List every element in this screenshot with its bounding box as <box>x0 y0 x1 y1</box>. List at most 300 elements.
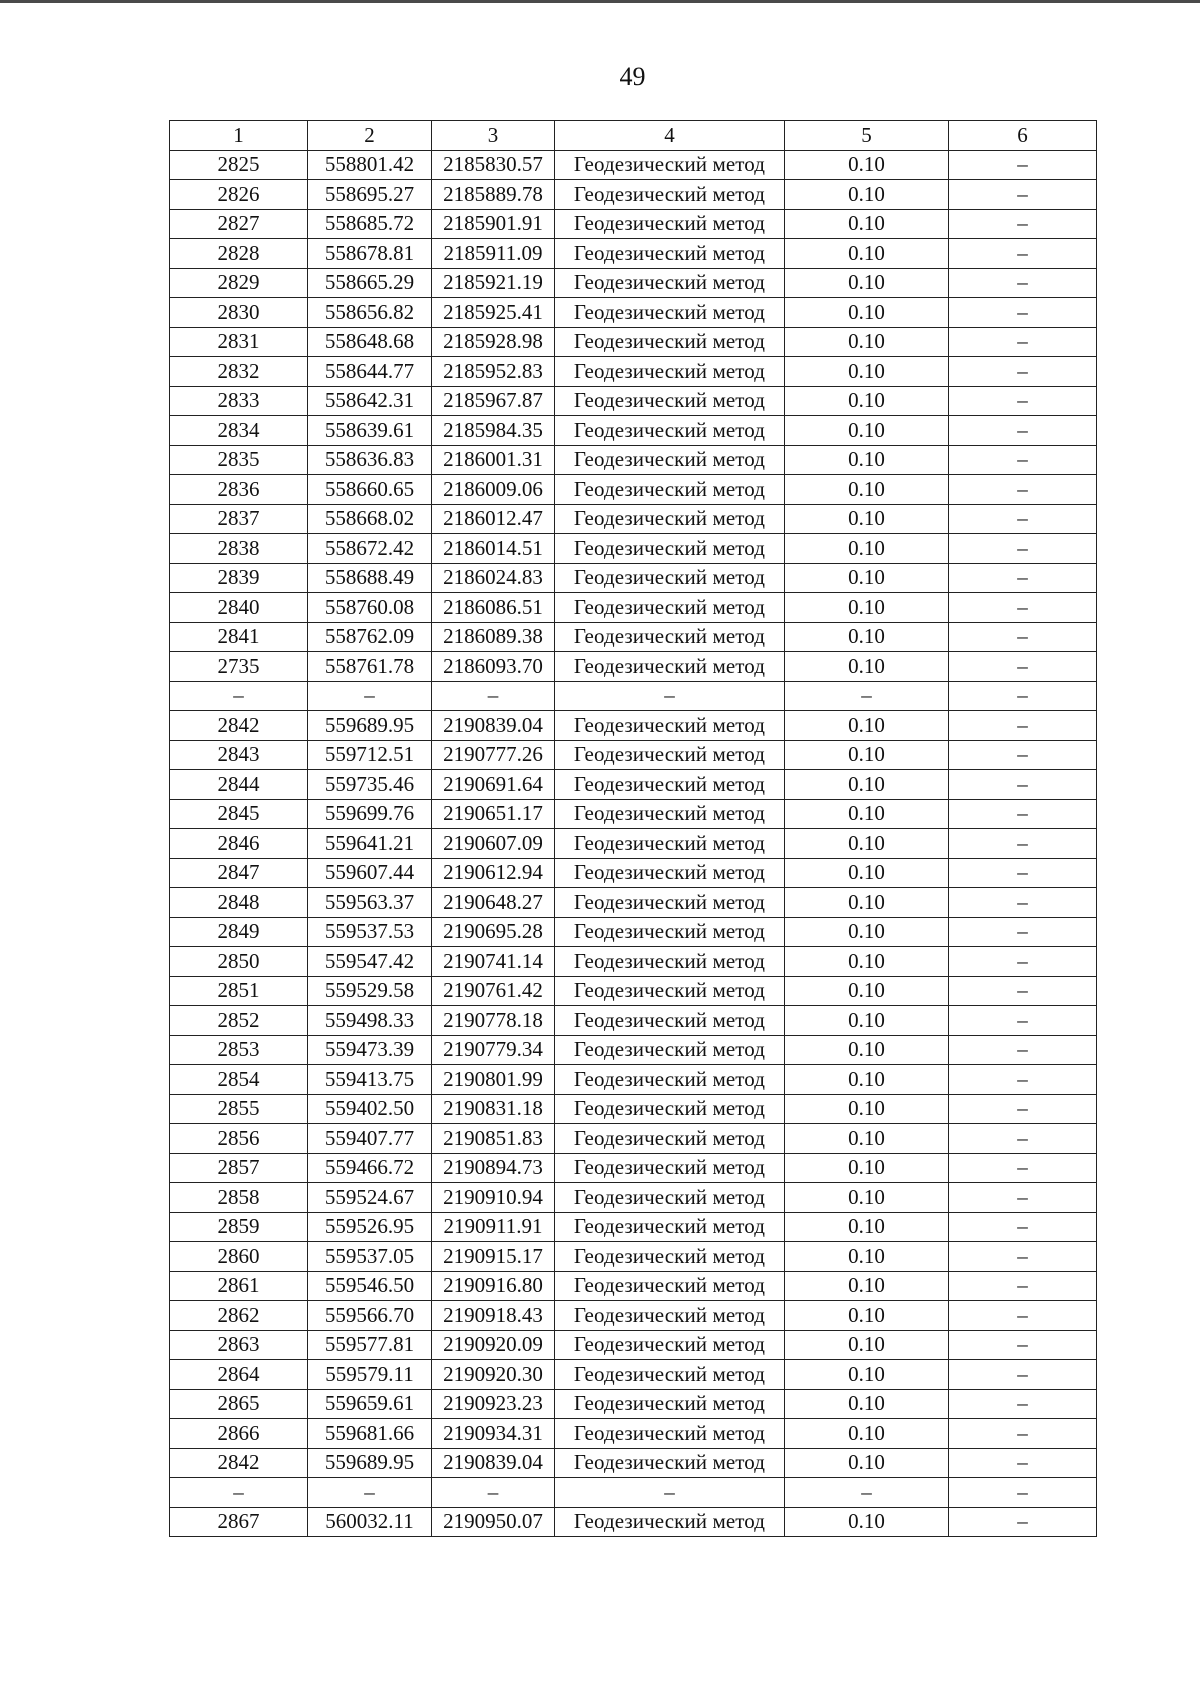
point-number-cell: 2857 <box>170 1153 308 1183</box>
x-coordinate-cell: – <box>308 681 432 711</box>
description-cell: – <box>949 1360 1097 1390</box>
x-coordinate-cell: 558762.09 <box>308 622 432 652</box>
point-number-cell: 2825 <box>170 150 308 180</box>
x-coordinate-cell: 558642.31 <box>308 386 432 416</box>
method-cell: Геодезический метод <box>555 445 785 475</box>
method-cell: Геодезический метод <box>555 416 785 446</box>
column-header: 6 <box>949 121 1097 151</box>
accuracy-cell: 0.10 <box>785 1389 949 1419</box>
point-number-cell: 2826 <box>170 180 308 210</box>
accuracy-cell: 0.10 <box>785 504 949 534</box>
x-coordinate-cell: 559537.53 <box>308 917 432 947</box>
y-coordinate-cell: 2186014.51 <box>432 534 555 564</box>
y-coordinate-cell: 2185921.19 <box>432 268 555 298</box>
accuracy-cell: 0.10 <box>785 1507 949 1537</box>
table-row <box>170 445 1097 475</box>
method-cell: Геодезический метод <box>555 947 785 977</box>
x-coordinate-cell: 559699.76 <box>308 799 432 829</box>
point-number-cell: 2832 <box>170 357 308 387</box>
x-coordinate-cell: 558695.27 <box>308 180 432 210</box>
description-cell: – <box>949 740 1097 770</box>
point-number-cell: 2846 <box>170 829 308 859</box>
x-coordinate-cell: 558648.68 <box>308 327 432 357</box>
point-number-cell: 2847 <box>170 858 308 888</box>
x-coordinate-cell: 559524.67 <box>308 1183 432 1213</box>
table-row <box>170 534 1097 564</box>
accuracy-cell: 0.10 <box>785 947 949 977</box>
accuracy-cell: 0.10 <box>785 593 949 623</box>
y-coordinate-cell: 2190911.91 <box>432 1212 555 1242</box>
description-cell: – <box>949 1153 1097 1183</box>
y-coordinate-cell: 2190648.27 <box>432 888 555 918</box>
method-cell: Геодезический метод <box>555 1301 785 1331</box>
accuracy-cell: 0.10 <box>785 917 949 947</box>
x-coordinate-cell: 558685.72 <box>308 209 432 239</box>
coordinates-table <box>169 120 1097 1537</box>
table-row <box>170 1419 1097 1449</box>
method-cell: Геодезический метод <box>555 386 785 416</box>
y-coordinate-cell: 2185911.09 <box>432 239 555 269</box>
point-number-cell: 2852 <box>170 1006 308 1036</box>
point-number-cell: 2840 <box>170 593 308 623</box>
description-cell: – <box>949 1478 1097 1508</box>
point-number-cell: 2867 <box>170 1507 308 1537</box>
description-cell: – <box>949 416 1097 446</box>
point-number-cell: 2866 <box>170 1419 308 1449</box>
y-coordinate-cell: 2190851.83 <box>432 1124 555 1154</box>
point-number-cell: 2843 <box>170 740 308 770</box>
accuracy-cell: 0.10 <box>785 327 949 357</box>
x-coordinate-cell: 559712.51 <box>308 740 432 770</box>
table-row <box>170 1153 1097 1183</box>
x-coordinate-cell: 558660.65 <box>308 475 432 505</box>
y-coordinate-cell: 2185984.35 <box>432 416 555 446</box>
point-number-cell: 2828 <box>170 239 308 269</box>
description-cell: – <box>949 681 1097 711</box>
accuracy-cell: 0.10 <box>785 180 949 210</box>
description-cell: – <box>949 150 1097 180</box>
y-coordinate-cell: 2190831.18 <box>432 1094 555 1124</box>
point-number-cell: 2859 <box>170 1212 308 1242</box>
method-cell: Геодезический метод <box>555 298 785 328</box>
method-cell: Геодезический метод <box>555 1035 785 1065</box>
x-coordinate-cell: 558656.82 <box>308 298 432 328</box>
accuracy-cell: 0.10 <box>785 150 949 180</box>
method-cell: Геодезический метод <box>555 1183 785 1213</box>
y-coordinate-cell: 2186024.83 <box>432 563 555 593</box>
x-coordinate-cell: 559473.39 <box>308 1035 432 1065</box>
accuracy-cell: 0.10 <box>785 445 949 475</box>
x-coordinate-cell: 558761.78 <box>308 652 432 682</box>
x-coordinate-cell: 558672.42 <box>308 534 432 564</box>
table-row <box>170 1478 1097 1508</box>
x-coordinate-cell: 559546.50 <box>308 1271 432 1301</box>
description-cell: – <box>949 1212 1097 1242</box>
description-cell: – <box>949 386 1097 416</box>
method-cell: Геодезический метод <box>555 593 785 623</box>
x-coordinate-cell: 559466.72 <box>308 1153 432 1183</box>
table-row <box>170 1330 1097 1360</box>
page-number: 49 <box>619 62 646 91</box>
description-cell: – <box>949 711 1097 741</box>
point-number-cell: 2839 <box>170 563 308 593</box>
x-coordinate-cell: 558668.02 <box>308 504 432 534</box>
method-cell: Геодезический метод <box>555 740 785 770</box>
description-cell: – <box>949 622 1097 652</box>
description-cell: – <box>949 357 1097 387</box>
method-cell: Геодезический метод <box>555 1153 785 1183</box>
table-row <box>170 1065 1097 1095</box>
x-coordinate-cell: 558688.49 <box>308 563 432 593</box>
accuracy-cell: 0.10 <box>785 1035 949 1065</box>
accuracy-cell: 0.10 <box>785 239 949 269</box>
table-row <box>170 829 1097 859</box>
table-row <box>170 563 1097 593</box>
accuracy-cell: 0.10 <box>785 268 949 298</box>
method-cell: Геодезический метод <box>555 1360 785 1390</box>
x-coordinate-cell: 558678.81 <box>308 239 432 269</box>
accuracy-cell: 0.10 <box>785 357 949 387</box>
accuracy-cell: 0.10 <box>785 209 949 239</box>
x-coordinate-cell: 559537.05 <box>308 1242 432 1272</box>
method-cell: Геодезический метод <box>555 327 785 357</box>
method-cell: Геодезический метод <box>555 534 785 564</box>
description-cell: – <box>949 563 1097 593</box>
table-row <box>170 976 1097 1006</box>
table-row <box>170 209 1097 239</box>
y-coordinate-cell: 2185925.41 <box>432 298 555 328</box>
point-number-cell: 2861 <box>170 1271 308 1301</box>
x-coordinate-cell: 559681.66 <box>308 1419 432 1449</box>
accuracy-cell: 0.10 <box>785 740 949 770</box>
y-coordinate-cell: 2190612.94 <box>432 858 555 888</box>
x-coordinate-cell: 559689.95 <box>308 1448 432 1478</box>
method-cell: Геодезический метод <box>555 858 785 888</box>
method-cell: Геодезический метод <box>555 622 785 652</box>
method-cell: Геодезический метод <box>555 150 785 180</box>
accuracy-cell: 0.10 <box>785 386 949 416</box>
accuracy-cell: 0.10 <box>785 799 949 829</box>
table-row <box>170 1124 1097 1154</box>
x-coordinate-cell: 558639.61 <box>308 416 432 446</box>
accuracy-cell: 0.10 <box>785 622 949 652</box>
table-row <box>170 1389 1097 1419</box>
method-cell: Геодезический метод <box>555 1271 785 1301</box>
table-row <box>170 740 1097 770</box>
point-number-cell: 2838 <box>170 534 308 564</box>
point-number-cell: 2833 <box>170 386 308 416</box>
description-cell: – <box>949 298 1097 328</box>
table-row <box>170 711 1097 741</box>
table-row <box>170 1183 1097 1213</box>
table-row <box>170 858 1097 888</box>
table-row <box>170 888 1097 918</box>
y-coordinate-cell: 2185901.91 <box>432 209 555 239</box>
description-cell: – <box>949 1419 1097 1449</box>
x-coordinate-cell: 559577.81 <box>308 1330 432 1360</box>
accuracy-cell: 0.10 <box>785 416 949 446</box>
y-coordinate-cell: 2190894.73 <box>432 1153 555 1183</box>
y-coordinate-cell: 2190651.17 <box>432 799 555 829</box>
accuracy-cell: 0.10 <box>785 534 949 564</box>
y-coordinate-cell: 2185889.78 <box>432 180 555 210</box>
point-number-cell: 2860 <box>170 1242 308 1272</box>
table-row <box>170 386 1097 416</box>
y-coordinate-cell: 2190920.30 <box>432 1360 555 1390</box>
x-coordinate-cell: 559498.33 <box>308 1006 432 1036</box>
point-number-cell: 2853 <box>170 1035 308 1065</box>
x-coordinate-cell: 559566.70 <box>308 1301 432 1331</box>
y-coordinate-cell: 2190918.43 <box>432 1301 555 1331</box>
table-row <box>170 1035 1097 1065</box>
accuracy-cell: 0.10 <box>785 770 949 800</box>
point-number-cell: 2841 <box>170 622 308 652</box>
y-coordinate-cell: 2190761.42 <box>432 976 555 1006</box>
accuracy-cell: 0.10 <box>785 1094 949 1124</box>
y-coordinate-cell: 2190920.09 <box>432 1330 555 1360</box>
method-cell: Геодезический метод <box>555 1507 785 1537</box>
accuracy-cell: 0.10 <box>785 1006 949 1036</box>
method-cell: – <box>555 681 785 711</box>
method-cell: Геодезический метод <box>555 1448 785 1478</box>
accuracy-cell: 0.10 <box>785 1153 949 1183</box>
method-cell: Геодезический метод <box>555 1124 785 1154</box>
scan-top-edge <box>0 0 1200 3</box>
description-cell: – <box>949 1094 1097 1124</box>
y-coordinate-cell: 2190779.34 <box>432 1035 555 1065</box>
point-number-cell: – <box>170 681 308 711</box>
point-number-cell: 2844 <box>170 770 308 800</box>
method-cell: Геодезический метод <box>555 357 785 387</box>
point-number-cell: 2836 <box>170 475 308 505</box>
accuracy-cell: 0.10 <box>785 1271 949 1301</box>
table-row <box>170 799 1097 829</box>
x-coordinate-cell: 559607.44 <box>308 858 432 888</box>
table-header-row <box>170 121 1097 151</box>
table-row <box>170 947 1097 977</box>
description-cell: – <box>949 1507 1097 1537</box>
accuracy-cell: 0.10 <box>785 1330 949 1360</box>
x-coordinate-cell: – <box>308 1478 432 1508</box>
x-coordinate-cell: 559641.21 <box>308 829 432 859</box>
point-number-cell: 2849 <box>170 917 308 947</box>
description-cell: – <box>949 327 1097 357</box>
accuracy-cell: 0.10 <box>785 1212 949 1242</box>
y-coordinate-cell: – <box>432 681 555 711</box>
accuracy-cell: 0.10 <box>785 1124 949 1154</box>
accuracy-cell: – <box>785 681 949 711</box>
method-cell: Геодезический метод <box>555 1065 785 1095</box>
y-coordinate-cell: 2185967.87 <box>432 386 555 416</box>
table-row <box>170 1360 1097 1390</box>
method-cell: Геодезический метод <box>555 829 785 859</box>
description-cell: – <box>949 888 1097 918</box>
description-cell: – <box>949 858 1097 888</box>
table-row <box>170 1006 1097 1036</box>
accuracy-cell: 0.10 <box>785 888 949 918</box>
description-cell: – <box>949 976 1097 1006</box>
point-number-cell: 2848 <box>170 888 308 918</box>
table-row <box>170 504 1097 534</box>
y-coordinate-cell: 2185830.57 <box>432 150 555 180</box>
x-coordinate-cell: 559529.58 <box>308 976 432 1006</box>
table-row <box>170 1242 1097 1272</box>
accuracy-cell: 0.10 <box>785 976 949 1006</box>
x-coordinate-cell: 558760.08 <box>308 593 432 623</box>
description-cell: – <box>949 593 1097 623</box>
method-cell: Геодезический метод <box>555 180 785 210</box>
method-cell: Геодезический метод <box>555 799 785 829</box>
x-coordinate-cell: 560032.11 <box>308 1507 432 1537</box>
y-coordinate-cell: 2190915.17 <box>432 1242 555 1272</box>
method-cell: Геодезический метод <box>555 652 785 682</box>
x-coordinate-cell: 559579.11 <box>308 1360 432 1390</box>
y-coordinate-cell: 2190839.04 <box>432 711 555 741</box>
description-cell: – <box>949 1035 1097 1065</box>
point-number-cell: 2862 <box>170 1301 308 1331</box>
point-number-cell: 2829 <box>170 268 308 298</box>
point-number-cell: 2827 <box>170 209 308 239</box>
accuracy-cell: 0.10 <box>785 475 949 505</box>
column-header: 3 <box>432 121 555 151</box>
description-cell: – <box>949 1330 1097 1360</box>
accuracy-cell: 0.10 <box>785 1301 949 1331</box>
y-coordinate-cell: 2190910.94 <box>432 1183 555 1213</box>
point-number-cell: 2864 <box>170 1360 308 1390</box>
table-row <box>170 593 1097 623</box>
method-cell: Геодезический метод <box>555 1330 785 1360</box>
method-cell: Геодезический метод <box>555 239 785 269</box>
column-header: 5 <box>785 121 949 151</box>
y-coordinate-cell: 2190950.07 <box>432 1507 555 1537</box>
table-row <box>170 1271 1097 1301</box>
description-cell: – <box>949 799 1097 829</box>
method-cell: Геодезический метод <box>555 209 785 239</box>
y-coordinate-cell: 2190916.80 <box>432 1271 555 1301</box>
method-cell: Геодезический метод <box>555 888 785 918</box>
y-coordinate-cell: 2185928.98 <box>432 327 555 357</box>
method-cell: Геодезический метод <box>555 1094 785 1124</box>
column-header: 1 <box>170 121 308 151</box>
y-coordinate-cell: 2190839.04 <box>432 1448 555 1478</box>
y-coordinate-cell: 2190691.64 <box>432 770 555 800</box>
accuracy-cell: 0.10 <box>785 1242 949 1272</box>
y-coordinate-cell: 2190607.09 <box>432 829 555 859</box>
y-coordinate-cell: 2190777.26 <box>432 740 555 770</box>
x-coordinate-cell: 559526.95 <box>308 1212 432 1242</box>
point-number-cell: 2834 <box>170 416 308 446</box>
table-row <box>170 1448 1097 1478</box>
point-number-cell: 2851 <box>170 976 308 1006</box>
accuracy-cell: – <box>785 1478 949 1508</box>
accuracy-cell: 0.10 <box>785 1419 949 1449</box>
description-cell: – <box>949 1124 1097 1154</box>
accuracy-cell: 0.10 <box>785 858 949 888</box>
description-cell: – <box>949 947 1097 977</box>
table-row <box>170 327 1097 357</box>
method-cell: Геодезический метод <box>555 976 785 1006</box>
y-coordinate-cell: 2190695.28 <box>432 917 555 947</box>
point-number-cell: 2850 <box>170 947 308 977</box>
y-coordinate-cell: 2185952.83 <box>432 357 555 387</box>
description-cell: – <box>949 1301 1097 1331</box>
description-cell: – <box>949 1448 1097 1478</box>
table-row <box>170 622 1097 652</box>
x-coordinate-cell: 559689.95 <box>308 711 432 741</box>
accuracy-cell: 0.10 <box>785 711 949 741</box>
point-number-cell: 2837 <box>170 504 308 534</box>
x-coordinate-cell: 558644.77 <box>308 357 432 387</box>
x-coordinate-cell: 559547.42 <box>308 947 432 977</box>
method-cell: Геодезический метод <box>555 1419 785 1449</box>
method-cell: Геодезический метод <box>555 504 785 534</box>
description-cell: – <box>949 1006 1097 1036</box>
accuracy-cell: 0.10 <box>785 1065 949 1095</box>
accuracy-cell: 0.10 <box>785 652 949 682</box>
point-number-cell: 2831 <box>170 327 308 357</box>
point-number-cell: 2865 <box>170 1389 308 1419</box>
table-row <box>170 298 1097 328</box>
column-header: 4 <box>555 121 785 151</box>
description-cell: – <box>949 445 1097 475</box>
description-cell: – <box>949 268 1097 298</box>
x-coordinate-cell: 559735.46 <box>308 770 432 800</box>
table-row <box>170 268 1097 298</box>
method-cell: Геодезический метод <box>555 475 785 505</box>
table-row <box>170 1301 1097 1331</box>
point-number-cell: 2735 <box>170 652 308 682</box>
y-coordinate-cell: 2186001.31 <box>432 445 555 475</box>
point-number-cell: 2842 <box>170 1448 308 1478</box>
point-number-cell: 2858 <box>170 1183 308 1213</box>
method-cell: Геодезический метод <box>555 1006 785 1036</box>
description-cell: – <box>949 652 1097 682</box>
description-cell: – <box>949 770 1097 800</box>
method-cell: Геодезический метод <box>555 1212 785 1242</box>
table-row <box>170 357 1097 387</box>
accuracy-cell: 0.10 <box>785 563 949 593</box>
y-coordinate-cell: 2186086.51 <box>432 593 555 623</box>
accuracy-cell: 0.10 <box>785 298 949 328</box>
accuracy-cell: 0.10 <box>785 1183 949 1213</box>
point-number-cell: 2863 <box>170 1330 308 1360</box>
method-cell: Геодезический метод <box>555 1242 785 1272</box>
table-row <box>170 681 1097 711</box>
point-number-cell: 2842 <box>170 711 308 741</box>
description-cell: – <box>949 917 1097 947</box>
method-cell: Геодезический метод <box>555 711 785 741</box>
table-row <box>170 1212 1097 1242</box>
table-body <box>170 121 1097 1537</box>
x-coordinate-cell: 558665.29 <box>308 268 432 298</box>
y-coordinate-cell: 2186009.06 <box>432 475 555 505</box>
accuracy-cell: 0.10 <box>785 829 949 859</box>
description-cell: – <box>949 1389 1097 1419</box>
x-coordinate-cell: 559563.37 <box>308 888 432 918</box>
point-number-cell: 2855 <box>170 1094 308 1124</box>
method-cell: Геодезический метод <box>555 917 785 947</box>
y-coordinate-cell: 2186093.70 <box>432 652 555 682</box>
y-coordinate-cell: – <box>432 1478 555 1508</box>
method-cell: Геодезический метод <box>555 563 785 593</box>
method-cell: Геодезический метод <box>555 1389 785 1419</box>
y-coordinate-cell: 2190801.99 <box>432 1065 555 1095</box>
description-cell: – <box>949 475 1097 505</box>
column-header: 2 <box>308 121 432 151</box>
x-coordinate-cell: 559402.50 <box>308 1094 432 1124</box>
method-cell: Геодезический метод <box>555 770 785 800</box>
method-cell: – <box>555 1478 785 1508</box>
